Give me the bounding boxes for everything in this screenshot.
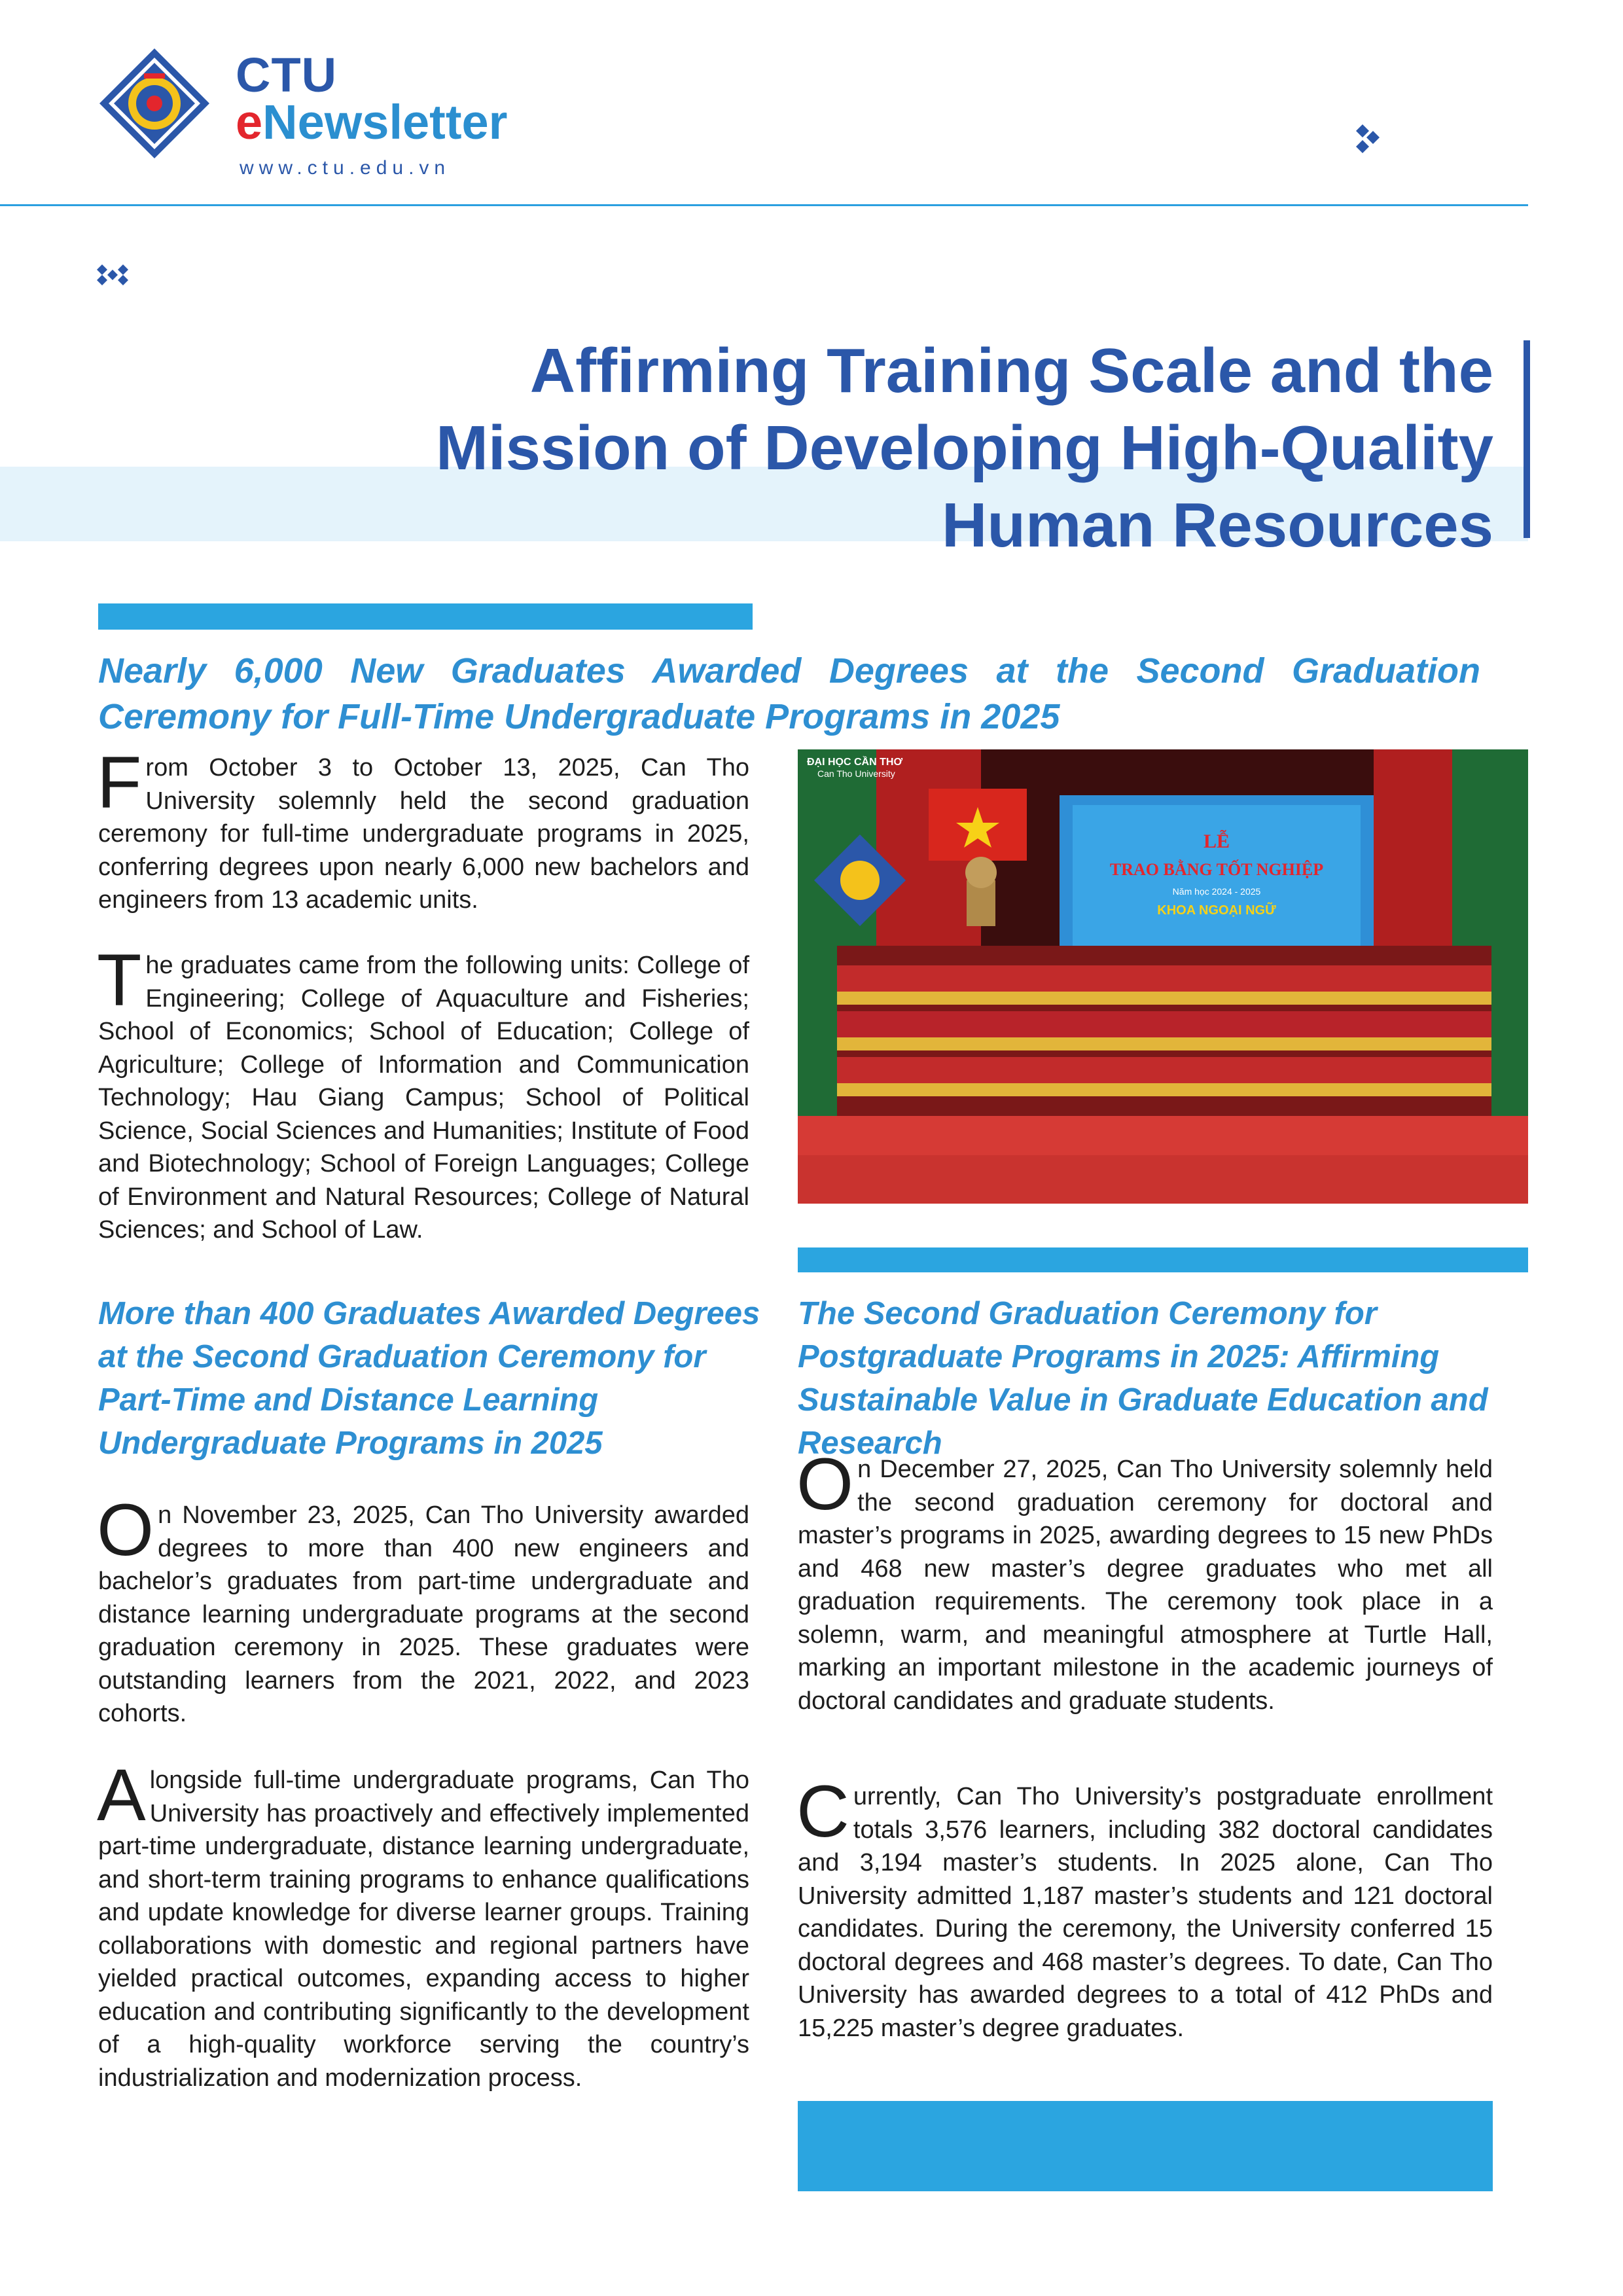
page-title [185, 332, 1493, 564]
footer-accent-block [798, 2101, 1493, 2191]
brand-ctu: CTU [236, 48, 338, 102]
paragraph-text: longside full-time undergraduate programs, Can Tho University has proactively and effectively implemented part-time undergraduate, distance learning undergraduate, and short-term training programs to enhance qualifications and update knowledge for diverse learner groups. Training collaborations with domestic and regional partners have yielded practical outcomes, expanding access to higher education and contributing significantly to the development of a high-quality workforce serving the country’s industrialization and modernization process. [98, 1767, 749, 2092]
section3-paragraph-2 [796, 1770, 1493, 2045]
brand-enewsletter [236, 95, 508, 149]
title-line-3: Human Resources [942, 490, 1493, 560]
section3-paragraph-1 [796, 1443, 1493, 1717]
section1-heading: Nearly 6,000 New Graduates Awarded Degrees at the Second Graduation Ceremony for Full-Time Undergraduate Programs in 2025 [98, 651, 1480, 736]
graduation-ceremony-photo [798, 749, 1528, 1204]
section3-heading: The Second Graduation Ceremony for Postgraduate Programs in 2025: Affirming Sustainable Value in Graduate Education and Research [798, 1296, 1488, 1461]
diamond-ornament-icon [1356, 123, 1385, 154]
photo-caption-vn: ĐẠI HỌC CẦN THƠ [807, 757, 903, 768]
paragraph-text: rom October 3 to October 13, 2025, Can Tho University solemnly held the second graduation ceremony for full-time undergraduate programs in 2025, conferring degrees upon nearly 6,000 new bachelors and engineers from 13 academic units. [98, 754, 749, 914]
title-accent-bar [1524, 340, 1530, 538]
section-divider-bar [798, 1247, 1528, 1272]
drop-cap: F [97, 742, 142, 823]
brand-newsletter: Newsletter [262, 95, 508, 149]
screen-year: Năm học 2024 - 2025 [1172, 886, 1261, 897]
drop-cap: O [97, 1489, 154, 1571]
title-line-1: Affirming Training Scale and the [529, 336, 1493, 406]
header-divider [0, 204, 1528, 206]
photo-caption-en: Can Tho University [817, 768, 895, 779]
screen-unit: KHOA NGOẠI NGỮ [1157, 903, 1276, 918]
paragraph-text: he graduates came from the following units: College of Engineering; College of Aquaculture and Fisheries; School of Economics; School of Education; College of Agriculture; College of Information and Communication Technology; Hau Giang Campus; School of Political Science, Social Sciences and Humanities; Institute of Food and Biotechnology; School of Foreign Languages; College of Environment and Natural Resources; College of Natural Sciences; and School of Law. [98, 952, 749, 1244]
drop-cap: C [796, 1770, 849, 1852]
brand-e: e [236, 95, 263, 149]
drop-cap: T [97, 939, 142, 1021]
section1-paragraph-2 [97, 939, 749, 1247]
ctu-logo-emblem [98, 47, 211, 160]
section-divider-bar [98, 603, 753, 630]
screen-title-2: TRAO BẰNG TỐT NGHIỆP [1109, 860, 1324, 879]
website-url[interactable]: www.ctu.edu.vn [240, 157, 451, 179]
screen-title-1: LỄ [1203, 831, 1230, 852]
section2-heading: More than 400 Graduates Awarded Degrees at the Second Graduation Ceremony for Part-Time and Distance Learning Undergraduate Programs in 2025 [98, 1296, 760, 1461]
section2-paragraph-2 [97, 1754, 749, 2094]
paragraph-text: n December 27, 2025, Can Tho University solemnly held the second graduation ceremony for doctoral and master’s programs in 2025, awarding degrees to 15 new PhDs and 468 new master’s degree graduates who met all graduation requirements. The ceremony took place in a solemn, warm, and meaningful atmosphere at Turtle Hall, marking an important milestone in the academic journeys of doctoral candidates and graduate students. [798, 1456, 1493, 1715]
title-line-2: Mission of Developing High-Quality [435, 413, 1493, 483]
paragraph-text: urrently, Can Tho University’s postgraduate enrollment totals 3,576 learners, including 382 doctoral candidates and 3,194 master’s students. In 2025 alone, Can Tho University admitted 1,187 master’s students and 121 doctoral candidates. During the ceremony, the University conferred 15 doctoral degrees and 468 master’s degrees. To date, Can Tho University has awarded degrees to a total of 412 PhDs and 15,225 master’s degree graduates. [798, 1783, 1493, 2042]
drop-cap: O [796, 1443, 854, 1525]
paragraph-text: n November 23, 2025, Can Tho University awarded degrees to more than 400 new engineers and bachelor’s graduates from part-time undergraduate and distance learning undergraduate programs at the second graduation ceremony in 2025. These graduates were outstanding learners from the 2021, 2022, and 2023 cohorts. [98, 1501, 749, 1727]
drop-cap: A [97, 1754, 146, 1836]
double-chevron-icon [97, 263, 134, 287]
section2-paragraph-1 [97, 1489, 749, 1731]
section1-paragraph-1 [97, 742, 749, 917]
